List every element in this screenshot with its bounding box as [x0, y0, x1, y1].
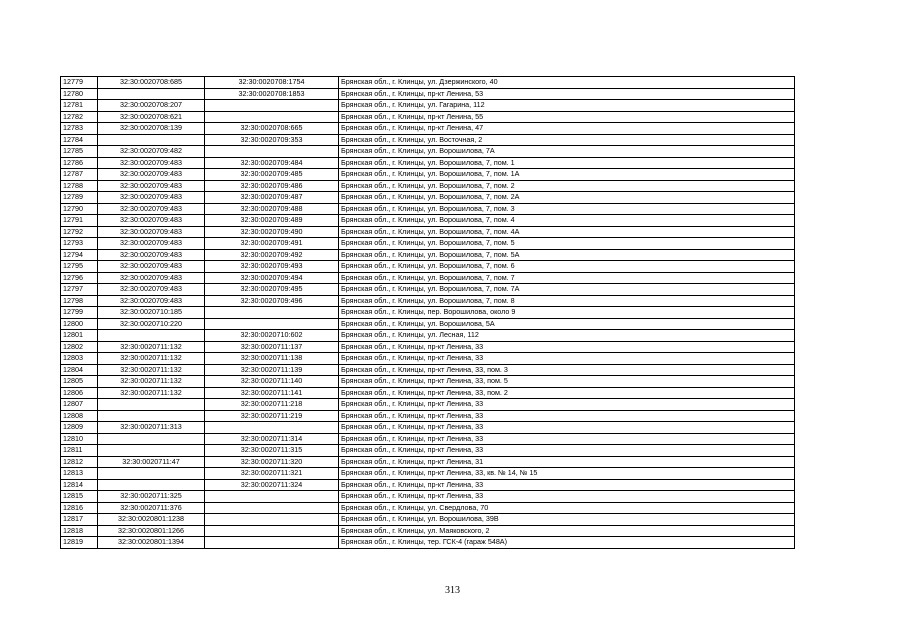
object-cadastral-number-cell: 32:30:0020711:218 [205, 399, 339, 411]
object-cadastral-number-cell: 32:30:0020711:314 [205, 433, 339, 445]
address-cell: Брянская обл., г. Клинцы, ул. Ворошилова, 7, пом. 2А [339, 192, 795, 204]
address-cell: Брянская обл., г. Клинцы, ул. Ворошилова, 7, пом. 2 [339, 180, 795, 192]
table-row [61, 146, 795, 158]
row-number-cell: 12788 [61, 180, 98, 192]
cadastral-number-cell: 32:30:0020708:139 [98, 123, 205, 135]
cadastral-number-cell [98, 433, 205, 445]
address-cell: Брянская обл., г. Клинцы, пр-кт Ленина, 33, пом. 2 [339, 387, 795, 399]
address-cell: Брянская обл., г. Клинцы, пр-кт Ленина, 33 [339, 341, 795, 353]
object-cadastral-number-cell [205, 514, 339, 526]
cadastral-number-cell: 32:30:0020709:483 [98, 238, 205, 250]
table-row [61, 445, 795, 457]
row-number-cell: 12782 [61, 111, 98, 123]
object-cadastral-number-cell: 32:30:0020711:141 [205, 387, 339, 399]
row-number-cell: 12783 [61, 123, 98, 135]
row-number-cell: 12814 [61, 479, 98, 491]
address-cell: Брянская обл., г. Клинцы, пр-кт Ленина, 33 [339, 491, 795, 503]
object-cadastral-number-cell [205, 537, 339, 549]
object-cadastral-number-cell [205, 100, 339, 112]
cadastral-number-cell: 32:30:0020708:621 [98, 111, 205, 123]
address-cell: Брянская обл., г. Клинцы, пр-кт Ленина, 33, кв. № 14, № 15 [339, 468, 795, 480]
object-cadastral-number-cell: 32:30:0020708:1754 [205, 77, 339, 89]
row-number-cell: 12812 [61, 456, 98, 468]
address-cell: Брянская обл., г. Клинцы, пр-кт Ленина, 33 [339, 422, 795, 434]
table-row [61, 353, 795, 365]
cadastral-number-cell: 32:30:0020711:132 [98, 387, 205, 399]
row-number-cell: 12787 [61, 169, 98, 181]
row-number-cell: 12786 [61, 157, 98, 169]
object-cadastral-number-cell: 32:30:0020711:321 [205, 468, 339, 480]
table-row [61, 77, 795, 89]
address-cell: Брянская обл., г. Клинцы, ул. Ворошилова, 7, пом. 7 [339, 272, 795, 284]
cadastral-number-cell: 32:30:0020711:325 [98, 491, 205, 503]
address-cell: Брянская обл., г. Клинцы, пр-кт Ленина, 33 [339, 479, 795, 491]
cadastral-number-cell: 32:30:0020801:1394 [98, 537, 205, 549]
cadastral-number-cell: 32:30:0020709:483 [98, 226, 205, 238]
object-cadastral-number-cell: 32:30:0020709:487 [205, 192, 339, 204]
row-number-cell: 12785 [61, 146, 98, 158]
object-cadastral-number-cell: 32:30:0020709:353 [205, 134, 339, 146]
address-cell: Брянская обл., г. Клинцы, ул. Ворошилова, 7, пом. 6 [339, 261, 795, 273]
table-row [61, 215, 795, 227]
address-cell: Брянская обл., г. Клинцы, пр-кт Ленина, 33 [339, 433, 795, 445]
object-cadastral-number-cell: 32:30:0020708:1853 [205, 88, 339, 100]
table-row [61, 284, 795, 296]
table-row [61, 180, 795, 192]
cadastral-number-cell: 32:30:0020709:483 [98, 249, 205, 261]
object-cadastral-number-cell: 32:30:0020709:490 [205, 226, 339, 238]
cadastral-number-cell: 32:30:0020709:483 [98, 192, 205, 204]
address-cell: Брянская обл., г. Клинцы, ул. Ворошилова, 5А [339, 318, 795, 330]
object-cadastral-number-cell: 32:30:0020709:492 [205, 249, 339, 261]
address-cell: Брянская обл., г. Клинцы, пр-кт Ленина, 33 [339, 399, 795, 411]
table-row [61, 433, 795, 445]
row-number-cell: 12802 [61, 341, 98, 353]
address-cell: Брянская обл., г. Клинцы, ул. Ворошилова, 7, пом. 5 [339, 238, 795, 250]
table-row [61, 364, 795, 376]
registry-table [60, 76, 795, 549]
cadastral-number-cell [98, 468, 205, 480]
object-cadastral-number-cell: 32:30:0020711:137 [205, 341, 339, 353]
cadastral-number-cell: 32:30:0020709:483 [98, 215, 205, 227]
cadastral-number-cell: 32:30:0020709:483 [98, 203, 205, 215]
object-cadastral-number-cell [205, 318, 339, 330]
address-cell: Брянская обл., г. Клинцы, ул. Восточная, 2 [339, 134, 795, 146]
address-cell: Брянская обл., г. Клинцы, пр-кт Ленина, 31 [339, 456, 795, 468]
table-row [61, 88, 795, 100]
row-number-cell: 12784 [61, 134, 98, 146]
table-row [61, 318, 795, 330]
table-row [61, 376, 795, 388]
address-cell: Брянская обл., г. Клинцы, ул. Лесная, 112 [339, 330, 795, 342]
row-number-cell: 12794 [61, 249, 98, 261]
cadastral-number-cell [98, 330, 205, 342]
object-cadastral-number-cell: 32:30:0020709:486 [205, 180, 339, 192]
address-cell: Брянская обл., г. Клинцы, пр-кт Ленина, 33 [339, 445, 795, 457]
object-cadastral-number-cell [205, 307, 339, 319]
table-row [61, 111, 795, 123]
address-cell: Брянская обл., г. Клинцы, ул. Дзержинского, 40 [339, 77, 795, 89]
address-cell: Брянская обл., г. Клинцы, ул. Маяковского, 2 [339, 525, 795, 537]
cadastral-number-cell: 32:30:0020709:483 [98, 284, 205, 296]
row-number-cell: 12805 [61, 376, 98, 388]
object-cadastral-number-cell [205, 422, 339, 434]
table-row [61, 261, 795, 273]
object-cadastral-number-cell: 32:30:0020711:219 [205, 410, 339, 422]
cadastral-number-cell: 32:30:0020711:376 [98, 502, 205, 514]
table-row [61, 479, 795, 491]
table-row [61, 249, 795, 261]
address-cell: Брянская обл., г. Клинцы, ул. Свердлова, 70 [339, 502, 795, 514]
cadastral-number-cell: 32:30:0020711:313 [98, 422, 205, 434]
address-cell: Брянская обл., г. Клинцы, ул. Ворошилова, 7, пом. 7А [339, 284, 795, 296]
object-cadastral-number-cell: 32:30:0020711:320 [205, 456, 339, 468]
row-number-cell: 12795 [61, 261, 98, 273]
object-cadastral-number-cell: 32:30:0020709:488 [205, 203, 339, 215]
object-cadastral-number-cell: 32:30:0020709:494 [205, 272, 339, 284]
table-row [61, 226, 795, 238]
address-cell: Брянская обл., г. Клинцы, пр-кт Ленина, 33, пом. 5 [339, 376, 795, 388]
table-row [61, 157, 795, 169]
table-row [61, 330, 795, 342]
row-number-cell: 12789 [61, 192, 98, 204]
table-row [61, 491, 795, 503]
object-cadastral-number-cell: 32:30:0020709:484 [205, 157, 339, 169]
object-cadastral-number-cell: 32:30:0020709:496 [205, 295, 339, 307]
row-number-cell: 12792 [61, 226, 98, 238]
cadastral-number-cell: 32:30:0020709:483 [98, 169, 205, 181]
address-cell: Брянская обл., г. Клинцы, пр-кт Ленина, 53 [339, 88, 795, 100]
address-cell: Брянская обл., г. Клинцы, пр-кт Ленина, 33 [339, 353, 795, 365]
row-number-cell: 12801 [61, 330, 98, 342]
table-row [61, 341, 795, 353]
row-number-cell: 12817 [61, 514, 98, 526]
cadastral-number-cell: 32:30:0020711:132 [98, 353, 205, 365]
table-row [61, 514, 795, 526]
row-number-cell: 12818 [61, 525, 98, 537]
table-row [61, 387, 795, 399]
row-number-cell: 12809 [61, 422, 98, 434]
table-row [61, 537, 795, 549]
cadastral-number-cell: 32:30:0020709:483 [98, 295, 205, 307]
cadastral-number-cell: 32:30:0020710:185 [98, 307, 205, 319]
cadastral-number-cell: 32:30:0020708:207 [98, 100, 205, 112]
address-cell: Брянская обл., г. Клинцы, ул. Ворошилова, 39В [339, 514, 795, 526]
row-number-cell: 12791 [61, 215, 98, 227]
row-number-cell: 12819 [61, 537, 98, 549]
row-number-cell: 12793 [61, 238, 98, 250]
row-number-cell: 12807 [61, 399, 98, 411]
table-row [61, 123, 795, 135]
table-row [61, 169, 795, 181]
address-cell: Брянская обл., г. Клинцы, ул. Ворошилова, 7, пом. 8 [339, 295, 795, 307]
row-number-cell: 12780 [61, 88, 98, 100]
address-cell: Брянская обл., г. Клинцы, пр-кт Ленина, 33 [339, 410, 795, 422]
cadastral-number-cell: 32:30:0020801:1238 [98, 514, 205, 526]
object-cadastral-number-cell [205, 146, 339, 158]
row-number-cell: 12790 [61, 203, 98, 215]
address-cell: Брянская обл., г. Клинцы, ул. Ворошилова, 7А [339, 146, 795, 158]
page-number: 313 [445, 585, 460, 596]
address-cell: Брянская обл., г. Клинцы, пр-кт Ленина, 33, пом. 3 [339, 364, 795, 376]
row-number-cell: 12813 [61, 468, 98, 480]
cadastral-number-cell: 32:30:0020709:483 [98, 180, 205, 192]
cadastral-number-cell: 32:30:0020709:483 [98, 157, 205, 169]
table-row [61, 192, 795, 204]
cadastral-number-cell [98, 134, 205, 146]
cadastral-number-cell: 32:30:0020709:483 [98, 261, 205, 273]
row-number-cell: 12803 [61, 353, 98, 365]
cadastral-number-cell: 32:30:0020709:482 [98, 146, 205, 158]
object-cadastral-number-cell: 32:30:0020709:491 [205, 238, 339, 250]
cadastral-number-cell: 32:30:0020711:132 [98, 364, 205, 376]
address-cell: Брянская обл., г. Клинцы, ул. Ворошилова, 7, пом. 1 [339, 157, 795, 169]
row-number-cell: 12810 [61, 433, 98, 445]
address-cell: Брянская обл., г. Клинцы, ул. Гагарина, 112 [339, 100, 795, 112]
cadastral-number-cell [98, 445, 205, 457]
address-cell: Брянская обл., г. Клинцы, тер. ГСК-4 (гараж 548А) [339, 537, 795, 549]
table-row [61, 203, 795, 215]
row-number-cell: 12799 [61, 307, 98, 319]
row-number-cell: 12811 [61, 445, 98, 457]
registry-table-body [61, 77, 795, 549]
row-number-cell: 12804 [61, 364, 98, 376]
address-cell: Брянская обл., г. Клинцы, ул. Ворошилова, 7, пом. 5А [339, 249, 795, 261]
row-number-cell: 12798 [61, 295, 98, 307]
table-row [61, 525, 795, 537]
cadastral-number-cell: 32:30:0020711:132 [98, 341, 205, 353]
table-row [61, 468, 795, 480]
object-cadastral-number-cell: 32:30:0020711:315 [205, 445, 339, 457]
table-row [61, 502, 795, 514]
object-cadastral-number-cell: 32:30:0020711:138 [205, 353, 339, 365]
address-cell: Брянская обл., г. Клинцы, ул. Ворошилова, 7, пом. 4 [339, 215, 795, 227]
cadastral-number-cell [98, 479, 205, 491]
object-cadastral-number-cell [205, 491, 339, 503]
table-row [61, 410, 795, 422]
object-cadastral-number-cell: 32:30:0020709:489 [205, 215, 339, 227]
row-number-cell: 12806 [61, 387, 98, 399]
cadastral-number-cell: 32:30:0020709:483 [98, 272, 205, 284]
cadastral-number-cell [98, 410, 205, 422]
table-row [61, 238, 795, 250]
document-page [60, 76, 794, 549]
object-cadastral-number-cell: 32:30:0020711:324 [205, 479, 339, 491]
table-row [61, 134, 795, 146]
address-cell: Брянская обл., г. Клинцы, ул. Ворошилова, 7, пом. 4А [339, 226, 795, 238]
object-cadastral-number-cell [205, 525, 339, 537]
address-cell: Брянская обл., г. Клинцы, ул. Ворошилова, 7, пом. 3 [339, 203, 795, 215]
object-cadastral-number-cell: 32:30:0020708:665 [205, 123, 339, 135]
object-cadastral-number-cell: 32:30:0020710:602 [205, 330, 339, 342]
table-row [61, 422, 795, 434]
cadastral-number-cell [98, 399, 205, 411]
table-row [61, 272, 795, 284]
cadastral-number-cell: 32:30:0020710:220 [98, 318, 205, 330]
object-cadastral-number-cell: 32:30:0020711:140 [205, 376, 339, 388]
table-row [61, 100, 795, 112]
table-row [61, 307, 795, 319]
row-number-cell: 12779 [61, 77, 98, 89]
address-cell: Брянская обл., г. Клинцы, ул. Ворошилова, 7, пом. 1А [339, 169, 795, 181]
object-cadastral-number-cell [205, 502, 339, 514]
row-number-cell: 12815 [61, 491, 98, 503]
table-row [61, 456, 795, 468]
address-cell: Брянская обл., г. Клинцы, пр-кт Ленина, 47 [339, 123, 795, 135]
cadastral-number-cell: 32:30:0020711:132 [98, 376, 205, 388]
object-cadastral-number-cell: 32:30:0020711:139 [205, 364, 339, 376]
address-cell: Брянская обл., г. Клинцы, пр-кт Ленина, 55 [339, 111, 795, 123]
table-row [61, 295, 795, 307]
table-row [61, 399, 795, 411]
object-cadastral-number-cell: 32:30:0020709:495 [205, 284, 339, 296]
row-number-cell: 12796 [61, 272, 98, 284]
cadastral-number-cell [98, 88, 205, 100]
object-cadastral-number-cell [205, 111, 339, 123]
cadastral-number-cell: 32:30:0020801:1266 [98, 525, 205, 537]
object-cadastral-number-cell: 32:30:0020709:493 [205, 261, 339, 273]
object-cadastral-number-cell: 32:30:0020709:485 [205, 169, 339, 181]
cadastral-number-cell: 32:30:0020711:47 [98, 456, 205, 468]
row-number-cell: 12808 [61, 410, 98, 422]
row-number-cell: 12781 [61, 100, 98, 112]
address-cell: Брянская обл., г. Клинцы, пер. Ворошилова, около 9 [339, 307, 795, 319]
cadastral-number-cell: 32:30:0020708:685 [98, 77, 205, 89]
row-number-cell: 12797 [61, 284, 98, 296]
row-number-cell: 12800 [61, 318, 98, 330]
row-number-cell: 12816 [61, 502, 98, 514]
